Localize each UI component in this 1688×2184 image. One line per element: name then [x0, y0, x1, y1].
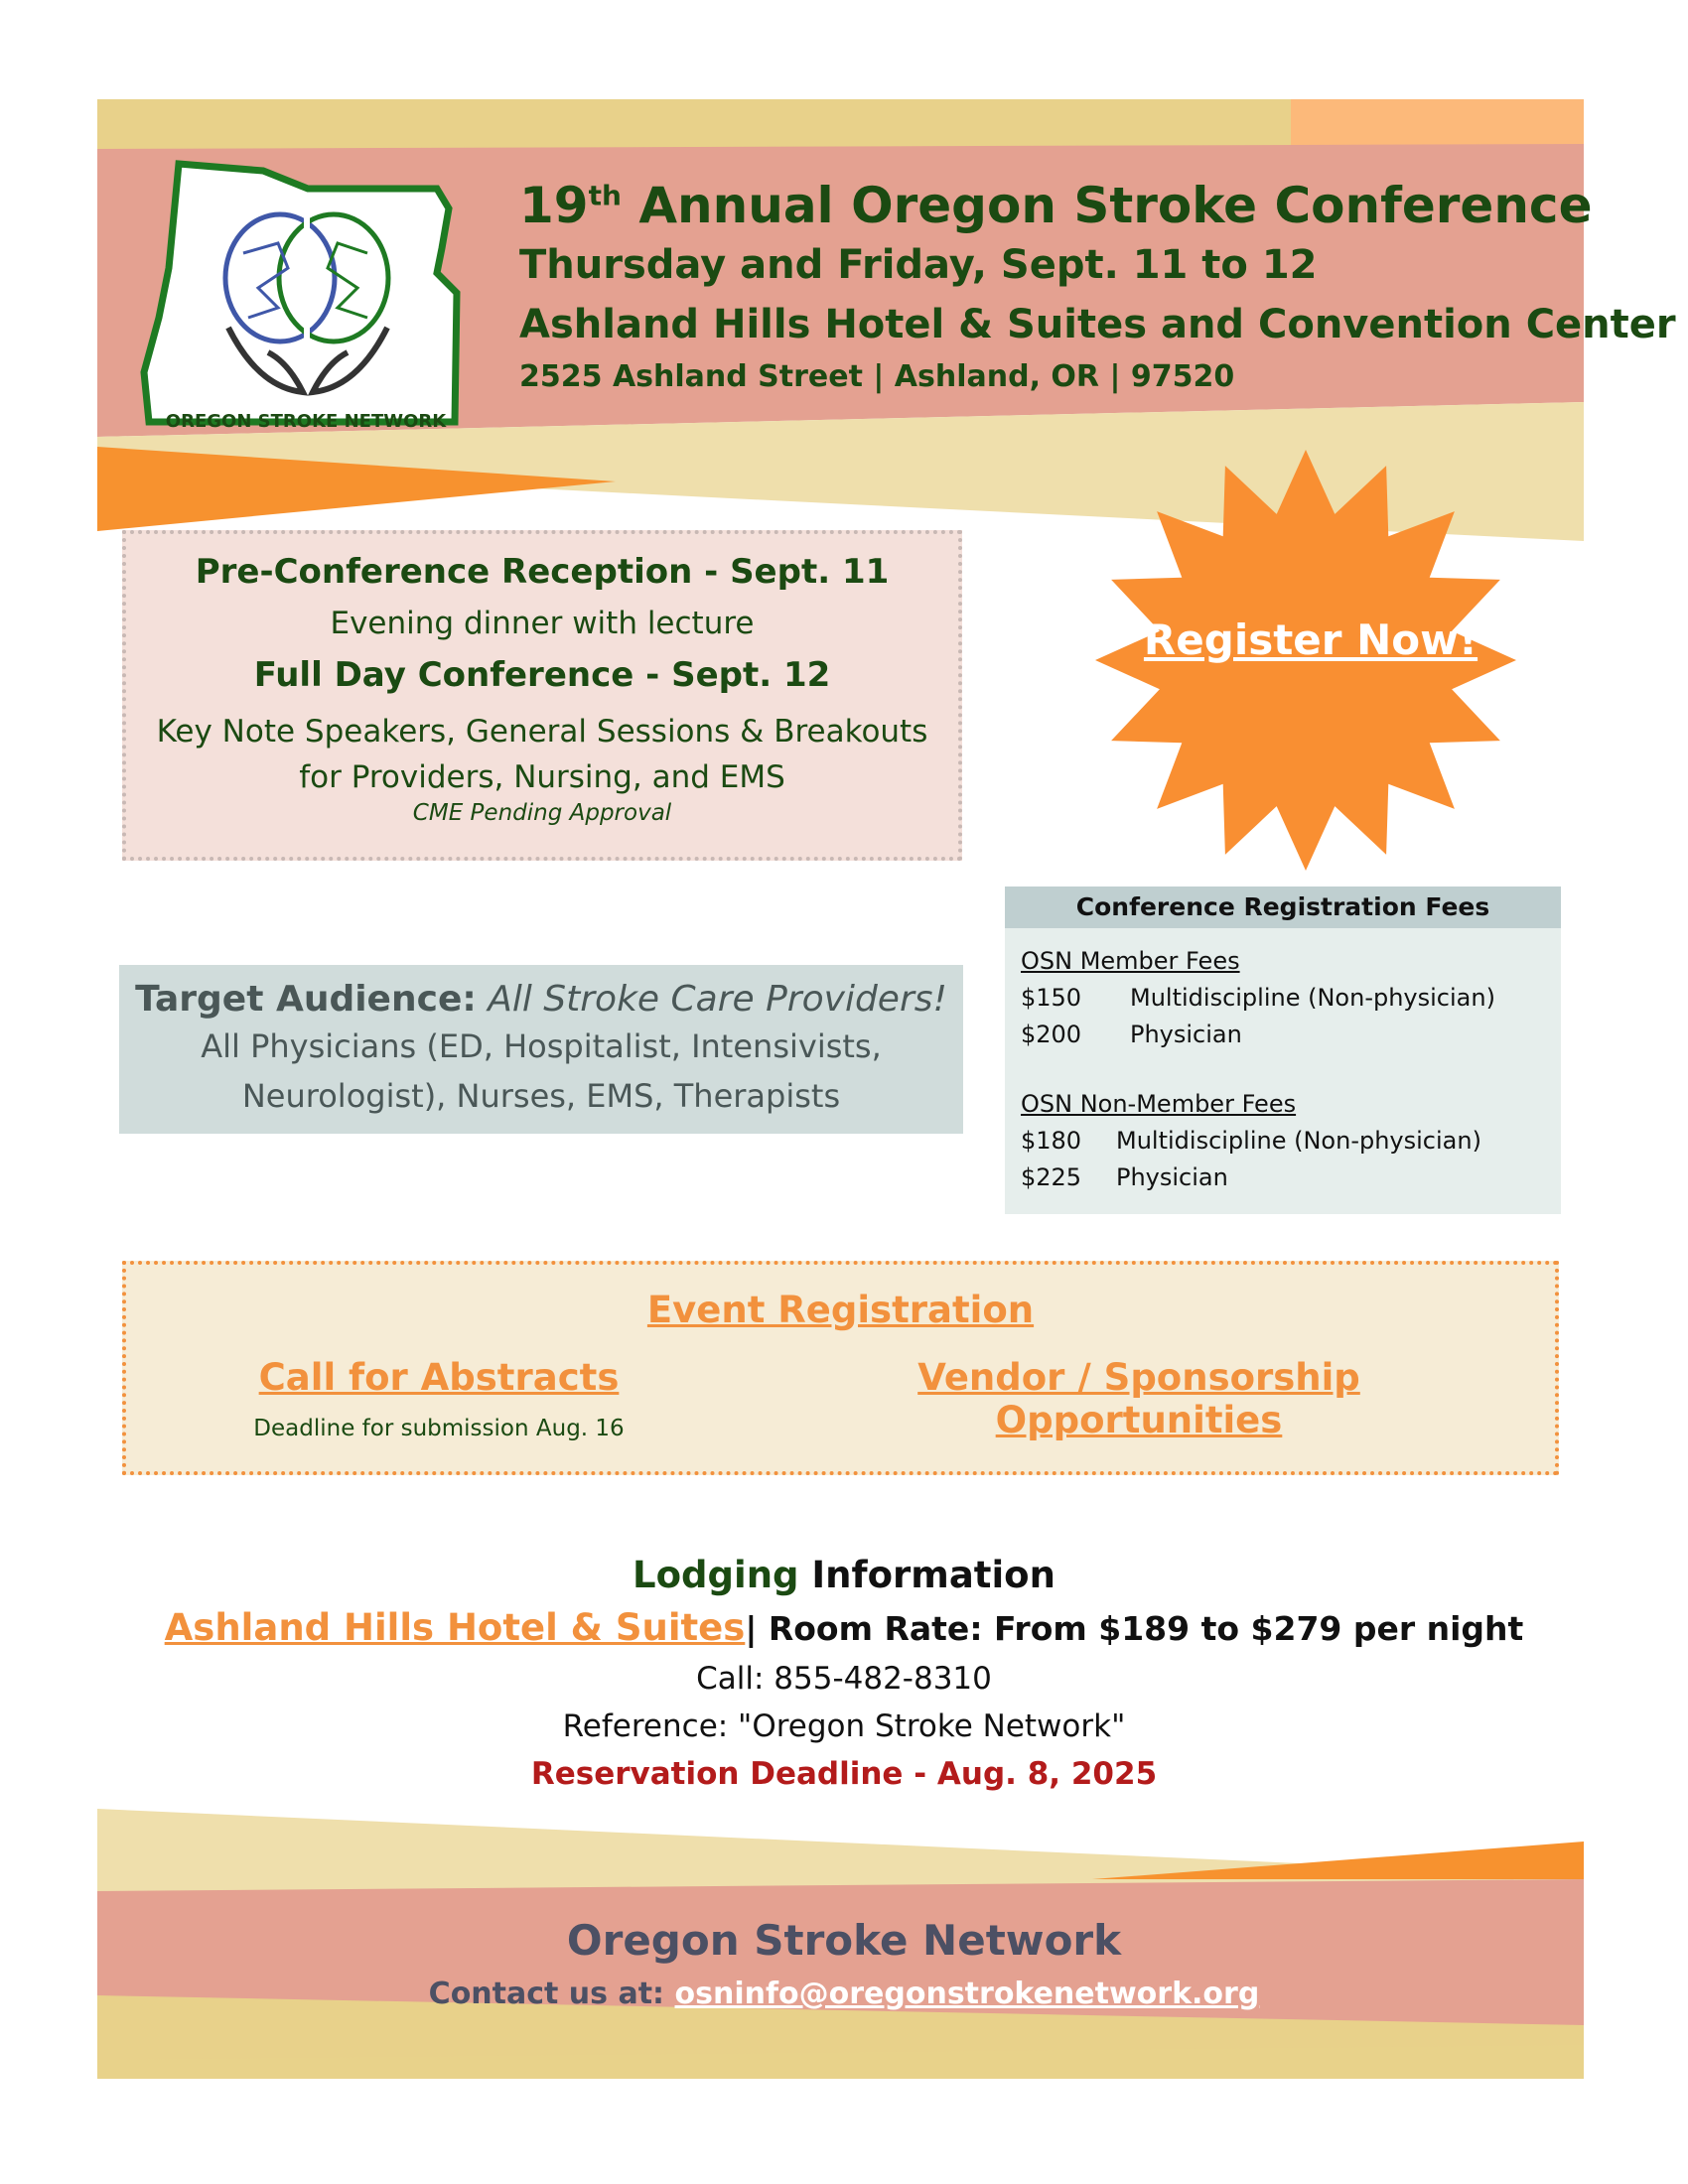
logo-text: OREGON STROKE NETWORK — [165, 411, 447, 432]
call-for-abstracts-link[interactable]: Call for Abstracts — [258, 1356, 620, 1399]
schedule-box — [122, 530, 962, 861]
lodging-section — [0, 1554, 1688, 1792]
cme-note: CME Pending Approval — [412, 800, 672, 826]
full-day-desc: Key Note Speakers, General Sessions & Breakouts for Providers, Nursing, and EMS — [156, 714, 928, 795]
target-audience-list: All Physicians (ED, Hospitalist, Intensivists, Neurologist), Nurses, EMS, Therapists — [201, 1027, 882, 1115]
event-registration-link[interactable]: Event Registration — [646, 1289, 1035, 1331]
registration-fees-table — [1005, 887, 1561, 1214]
footer-contact: Contact us at: osninfo@oregonstrokenetwork.org — [428, 1977, 1260, 2011]
target-audience-heading: Target Audience: All Stroke Care Providers! — [135, 979, 947, 1020]
lodging-hotel-rate: Ashland Hills Hotel & Suites| Room Rate: From $189 to $279 per night — [164, 1606, 1524, 1649]
conference-address: 2525 Ashland Street | Ashland, OR | 97520 — [519, 359, 1235, 394]
fee-row: $150 Multidiscipline (Non-physician) — [1021, 984, 1495, 1012]
reservation-deadline: Reservation Deadline - Aug. 8, 2025 — [530, 1756, 1158, 1792]
register-now-link[interactable]: Register Now! — [1143, 615, 1478, 664]
vendor-sponsorship-link[interactable]: Vendor / Sponsorship Opportunities — [917, 1356, 1360, 1441]
conference-dates: Thursday and Friday, Sept. 11 to 12 — [519, 242, 1318, 288]
pre-conference-desc: Evening dinner with lecture — [330, 606, 755, 641]
full-day-title: Full Day Conference - Sept. 12 — [253, 655, 831, 695]
lodging-phone: Call: 855-482-8310 — [696, 1661, 992, 1697]
header — [519, 177, 1676, 394]
pre-conference-title: Pre-Conference Reception - Sept. 11 — [195, 552, 890, 592]
events-box — [122, 1261, 1559, 1475]
hotel-link[interactable]: Ashland Hills Hotel & Suites — [164, 1606, 746, 1649]
fee-row: $225 Physician — [1021, 1163, 1228, 1191]
lodging-heading: Lodging Information — [633, 1554, 1055, 1596]
fees-title: Conference Registration Fees — [1005, 887, 1561, 928]
oregon-brain-logo-icon — [139, 159, 467, 442]
footer — [0, 1916, 1688, 2011]
target-audience-box — [119, 965, 963, 1134]
fee-row: $200 Physician — [1021, 1021, 1242, 1048]
conference-title: 19th Annual Oregon Stroke Conference — [519, 177, 1593, 234]
fee-row: $180 Multidiscipline (Non-physician) — [1021, 1127, 1481, 1155]
abstracts-deadline: Deadline for submission Aug. 16 — [253, 1416, 625, 1441]
footer-org-name: Oregon Stroke Network — [566, 1916, 1122, 1965]
nonmember-fees-heading: OSN Non-Member Fees — [1021, 1090, 1297, 1118]
lodging-reference: Reference: "Oregon Stroke Network" — [562, 1708, 1126, 1744]
member-fees-heading: OSN Member Fees — [1021, 947, 1240, 975]
conference-venue: Ashland Hills Hotel & Suites and Convention Center — [519, 302, 1676, 347]
contact-email-link[interactable]: osninfo@oregonstrokenetwork.org — [674, 1977, 1260, 2011]
